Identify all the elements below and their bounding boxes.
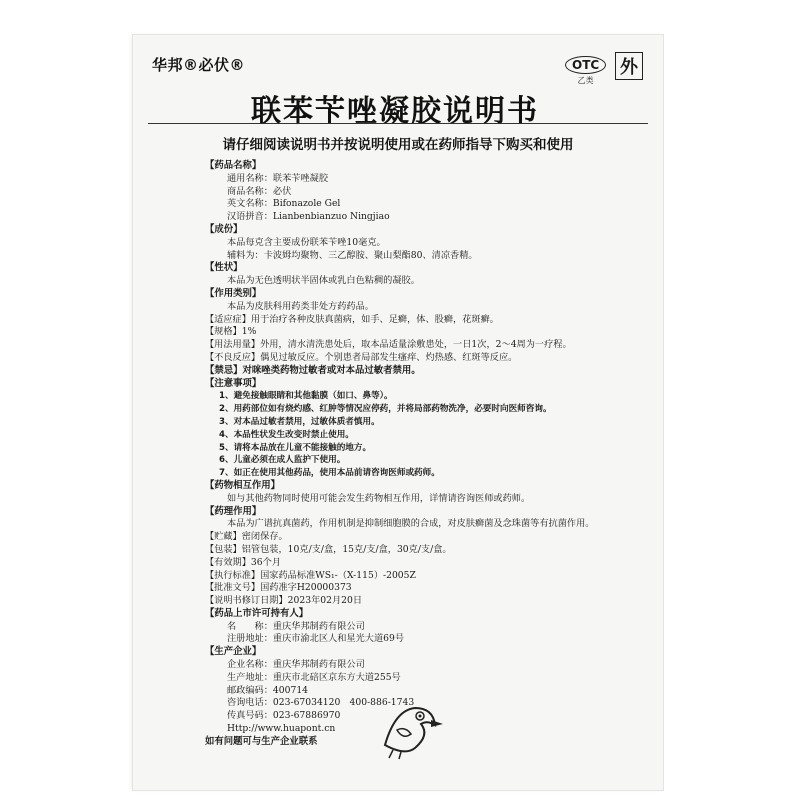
text-line: 4、本品性状发生改变时禁止使用。 [219,429,354,440]
text-line: 【有效期】36个月 [205,556,282,568]
text-line: 2、用药部位如有烧灼感、红肿等情况应停药，并将局部药物洗净，必要时向医师咨询。 [219,404,552,415]
text-line: 企业名称：重庆华邦制药有限公司 [227,659,365,671]
section-heading: 【药理作用】 [205,505,262,517]
text-line: 通用名称：联苯苄唑凝胶 [227,172,329,184]
section-heading: 【作用类别】 [205,287,262,299]
text-line: 本品为皮肤科用药类非处方药药品。 [227,300,374,312]
leaflet-body [205,160,635,749]
text-line: 【适应症】用于治疗各种皮肤真菌病，如手、足癣，体、股癣，花斑癣。 [205,313,499,325]
otc-class: 乙类 [577,76,594,85]
page-subtitle: 请仔细阅读说明书并按说明使用或在药师指导下购买和使用 [222,137,574,153]
section-heading: 【药物相互作用】 [205,479,281,491]
text-line: 本品每克含主要成份联苯苄唑10毫克。 [227,236,386,248]
text-line: 生产地址：重庆市北碚区京东方大道255号 [227,671,401,683]
text-line: 汉语拼音：Lianbenbianzuo Ningjiao [227,211,390,223]
text-line: 英文名称：Bifonazole Gel [227,198,341,210]
text-line: 咨询电话：023-67034120 400-886-1743 [227,697,415,709]
text-line: 【贮藏】密闭保存。 [205,531,288,543]
text-line: 【规格】1% [205,326,257,338]
section-heading: 【生产企业】 [205,646,262,658]
text-line: 5、请将本品放在儿童不能接触的地方。 [219,442,372,453]
text-line: 1、避免接触眼睛和其他黏膜（如口、鼻等）。 [219,391,393,402]
title-divider [148,123,648,124]
text-line: 辅料为：卡波姆均聚物、三乙醇胺、聚山梨酯80、清凉香精。 [227,249,478,261]
text-line: 本品为无色透明状半固体或乳白色粘稠的凝胶。 [227,275,420,287]
text-line: 本品为广谱抗真菌药，作用机制是抑制细胞膜的合成，对皮肤癣菌及念珠菌等有抗菌作用。 [227,518,595,530]
external-use-badge: 外 [615,52,643,80]
text-line: 注册地址：重庆市渝北区人和星光大道69号 [227,633,405,645]
text-line: 6、儿童必须在成人监护下使用。 [219,455,346,466]
brand-logo: 华邦®必伏® [152,56,246,74]
text-line: 【批准文号】国药准字H20000373 [205,582,352,594]
text-line: 如与其他药物同时使用可能会发生药物相互作用，详情请咨询医师或药师。 [227,492,531,504]
text-line: 【执行标准】国家药品标准WS₁-（X-115）-2005Z [205,569,416,581]
section-heading: 【注意事项】 [205,377,262,389]
otc-label: OTC [565,56,606,74]
text-line: 3、对本品过敏者禁用，过敏体质者慎用。 [219,416,380,427]
text-line: 传真号码：023-67886970 [227,710,341,722]
text-line: 邮政编码：400714 [227,684,309,696]
page-title: 联苯苄唑凝胶说明书 [251,94,539,129]
section-heading: 【性状】 [205,262,243,274]
text-line: 7、如正在使用其他药品，使用本品前请咨询医师或药师。 [219,468,440,479]
text-line: 【用法用量】外用，清水清洗患处后，取本品适量涂敷患处，一日1次，2～4周为一疗程。 [205,339,572,351]
text-line: 商品名称：必伏 [227,185,292,197]
section-heading: 如有问题可与生产企业联系 [205,735,318,747]
section-heading: 【成份】 [205,223,243,235]
text-line: 【说明书修订日期】2023年02月20日 [205,595,363,607]
otc-mark [565,54,606,86]
section-heading: 【药品名称】 [205,160,262,171]
text-line: 【包装】铝管包装，10克/支/盒，15克/支/盒，30克/支/盒。 [205,543,452,555]
text-line: 名 称：重庆华邦制药有限公司 [227,620,365,632]
bird-mascot-icon [375,690,445,760]
text-line: Http://www.huapont.cn [227,723,336,735]
text-line: 【不良反应】偶见过敏反应。个别患者局部发生瘙痒、灼热感、红斑等反应。 [205,351,518,363]
section-heading: 【药品上市许可持有人】 [205,607,309,619]
text-line: 【禁忌】对咪唑类药物过敏者或对本品过敏者禁用。 [205,364,421,376]
